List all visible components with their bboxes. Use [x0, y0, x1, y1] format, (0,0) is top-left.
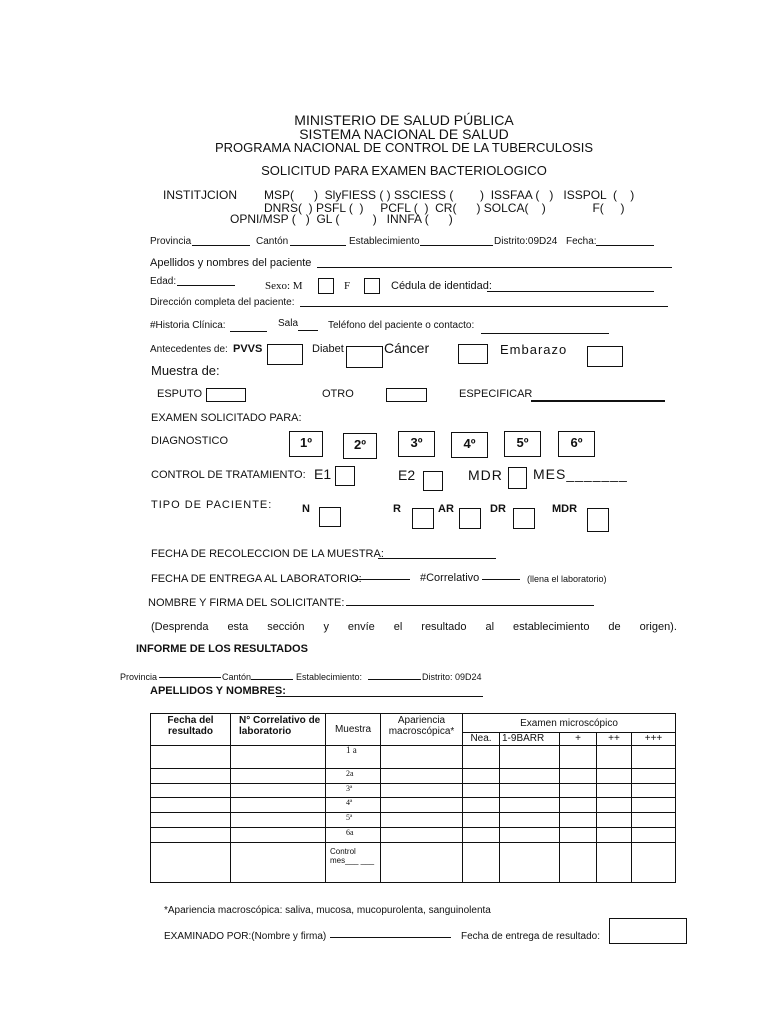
control-mes-cell: Control mes___ ___: [326, 843, 381, 883]
tipo-r-checkbox[interactable]: [412, 508, 434, 529]
correlativo-label: #Correlativo: [420, 572, 480, 584]
diabetes-checkbox[interactable]: [346, 346, 383, 368]
table-row: [151, 828, 676, 843]
mdr-checkbox[interactable]: [508, 467, 527, 489]
embarazo-checkbox[interactable]: [587, 346, 623, 367]
institution-label: INSTITJCION: [163, 188, 237, 202]
especificar-label: ESPECIFICAR: [459, 388, 533, 400]
nombre-firma-field[interactable]: [346, 605, 594, 606]
results-distrito-label: Distrito: 09D24: [422, 672, 482, 682]
apellidos-field[interactable]: [317, 267, 672, 268]
cancer-checkbox[interactable]: [458, 344, 488, 364]
canton-label: Cantón: [256, 236, 289, 247]
muestra-cell: 6a: [326, 828, 381, 843]
diagnostico-box-6[interactable]: 6º: [558, 431, 595, 457]
antecedentes-label: Antecedentes de:: [150, 344, 228, 355]
table-row: [151, 798, 676, 813]
results-provincia-field[interactable]: [159, 677, 221, 678]
results-provincia-label: Provincia: [120, 672, 158, 682]
direccion-label: Dirección completa del paciente:: [150, 297, 295, 308]
institution-row3: OPNI/MSP ( ) GL ( ) INNFA ( ): [230, 212, 453, 226]
provincia-field[interactable]: [192, 245, 250, 246]
results-canton-label: Cantón: [222, 672, 252, 682]
results-establecimiento-label: Establecimiento:: [296, 672, 363, 682]
header-line2: SISTEMA NACIONAL DE SALUD: [299, 126, 509, 142]
muestra-label: Muestra de:: [151, 363, 220, 378]
edad-field[interactable]: [177, 285, 235, 286]
muestra-cell: 3ª: [326, 784, 381, 798]
sub-col-plus3: +++: [632, 733, 676, 746]
sexo-label: Sexo: M: [265, 280, 303, 292]
cedula-field[interactable]: [487, 291, 654, 292]
sexo-m-checkbox[interactable]: [318, 278, 334, 294]
establecimiento-field[interactable]: [420, 245, 493, 246]
form-title: SOLICITUD PARA EXAMEN BACTERIOLOGICO: [261, 163, 547, 178]
tipo-dr-checkbox[interactable]: [513, 508, 535, 529]
tipo-n-label: N: [302, 503, 310, 515]
diagnostico-box-2[interactable]: 2º: [343, 433, 377, 459]
fecha-entrega-resultado-box[interactable]: [609, 918, 687, 944]
distrito-label: Distrito:09D24: [494, 236, 558, 247]
especificar-field[interactable]: [531, 400, 665, 402]
tipo-ar-label: AR: [438, 503, 454, 515]
col-apariencia-header: Apariencia macroscópica*: [381, 714, 463, 746]
results-establecimiento-field[interactable]: [368, 679, 421, 680]
mdr-label: MDR: [468, 467, 503, 483]
e2-label: E2: [398, 467, 416, 483]
historia-label: #Historia Clínica:: [150, 320, 226, 331]
results-canton-field[interactable]: [251, 679, 293, 680]
results-title: INFORME DE LOS RESULTADOS: [136, 643, 308, 655]
col-fecha-header: Fecha del resultado: [151, 714, 231, 746]
table-row: [151, 813, 676, 828]
examinado-field[interactable]: [330, 937, 451, 938]
telefono-field[interactable]: [481, 333, 609, 334]
sala-label: Sala: [278, 318, 299, 329]
llena-note: (llena el laboratorio): [527, 574, 607, 584]
muestra-cell: 2a: [326, 769, 381, 784]
diagnostico-box-3[interactable]: 3º: [398, 431, 435, 457]
muestra-cell: 5ª: [326, 813, 381, 828]
sub-col-plus: +: [560, 733, 597, 746]
desprenda-note: (Desprenda esta sección y envíe el resultado al establecimiento de origen).: [151, 621, 677, 633]
diabetes-label: Diabet: [312, 343, 344, 355]
tipo-r-label: R: [393, 503, 401, 515]
mes-label: MES_______: [533, 466, 628, 482]
table-row: [151, 769, 676, 784]
diagnostico-box-4[interactable]: 4º: [451, 432, 488, 458]
sub-col-barr: 1-9BARR: [500, 733, 560, 746]
nombre-firma-label: NOMBRE Y FIRMA DEL SOLICITANTE:: [148, 597, 345, 609]
direccion-field[interactable]: [300, 306, 668, 307]
fecha-label: Fecha:: [566, 236, 597, 247]
results-table: [150, 713, 676, 883]
control-label: CONTROL DE TRATAMIENTO:: [151, 469, 306, 481]
diagnostico-box-5[interactable]: 5º: [504, 431, 541, 457]
esputo-label: ESPUTO: [157, 388, 203, 400]
tipo-mdr-checkbox[interactable]: [587, 508, 609, 532]
cancer-label: Cáncer: [384, 340, 430, 356]
edad-label: Edad:: [150, 276, 177, 287]
examen-solicitado-label: EXAMEN SOLICITADO PARA:: [151, 412, 302, 424]
provincia-label: Provincia: [150, 236, 192, 247]
diagnostico-box-1[interactable]: 1º: [289, 431, 323, 457]
header-line1: MINISTERIO DE SALUD PÚBLICA: [294, 112, 514, 128]
institution-row2: DNRS( ) PSFL ( ) PCFL ( ) CR( ) SOLCA( ) F( ): [264, 201, 625, 215]
pvvs-label: PVVS: [233, 343, 263, 355]
tipo-ar-checkbox[interactable]: [459, 508, 481, 529]
apellidos-label: Apellidos y nombres del paciente: [150, 257, 312, 269]
cedula-label: Cédula de identidad:: [391, 280, 492, 292]
historia-field[interactable]: [230, 331, 267, 332]
sexo-f-checkbox[interactable]: [364, 278, 380, 294]
fecha-field[interactable]: [596, 245, 654, 246]
examinado-label: EXAMINADO POR:(Nombre y firma): [164, 931, 327, 942]
table-row: [151, 746, 676, 769]
fecha-entrega-label: FECHA DE ENTREGA AL LABORATORIO:: [151, 573, 362, 585]
fecha-entrega-resultado-label: Fecha de entrega de resultado:: [461, 931, 600, 942]
otro-checkbox[interactable]: [386, 388, 427, 402]
e1-checkbox[interactable]: [335, 466, 355, 486]
telefono-label: Teléfono del paciente o contacto:: [328, 320, 475, 331]
tipo-n-checkbox[interactable]: [319, 507, 341, 527]
tipo-dr-label: DR: [490, 503, 506, 515]
canton-field[interactable]: [290, 245, 346, 246]
establecimiento-label: Establecimiento: [349, 236, 420, 247]
sub-col-nea: Nea.: [463, 733, 500, 746]
col-muestra-header: Muestra: [326, 714, 381, 746]
correlativo-field[interactable]: [482, 579, 520, 580]
tipo-label: TIPO DE PACIENTE:: [151, 499, 273, 511]
institution-row1: MSP( ) SlyFIESS ( ) SSCIESS ( ) ISSFAA ( ) ISSPOL ( ): [264, 188, 635, 202]
embarazo-label: Embarazo: [500, 342, 568, 357]
muestra-cell: 1 a: [326, 746, 381, 769]
pvvs-checkbox[interactable]: [267, 344, 303, 365]
header-line3: PROGRAMA NACIONAL DE CONTROL DE LA TUBERCULOSIS: [214, 140, 594, 155]
results-apellidos-label: APELLIDOS Y NOMBRES:: [150, 685, 286, 697]
table-row: [151, 784, 676, 798]
muestra-cell: 4ª: [326, 798, 381, 813]
sala-field[interactable]: [298, 330, 318, 331]
fecha-recoleccion-field[interactable]: [378, 558, 496, 559]
e1-label: E1: [314, 466, 332, 482]
col-examen-header: Examen microscópico: [463, 714, 676, 733]
e2-checkbox[interactable]: [423, 471, 443, 491]
tipo-mdr-label: MDR: [552, 503, 578, 515]
diagnostico-label: DIAGNOSTICO: [151, 435, 229, 447]
sub-col-plus2: ++: [597, 733, 632, 746]
results-apellidos-field[interactable]: [276, 696, 483, 697]
col-correlativo-header: N° Correlativo de laboratorio: [231, 714, 326, 746]
otro-label: OTRO: [322, 388, 354, 400]
footnote: *Apariencia macroscópica: saliva, mucosa, mucopurolenta, sanguinolenta: [164, 905, 491, 916]
esputo-checkbox[interactable]: [206, 388, 246, 402]
fecha-recoleccion-label: FECHA DE RECOLECCION DE LA MUESTRA:: [151, 548, 384, 560]
sexo-f-label: F: [344, 280, 351, 292]
fecha-entrega-field[interactable]: [355, 579, 410, 580]
table-row-control: [151, 843, 676, 883]
